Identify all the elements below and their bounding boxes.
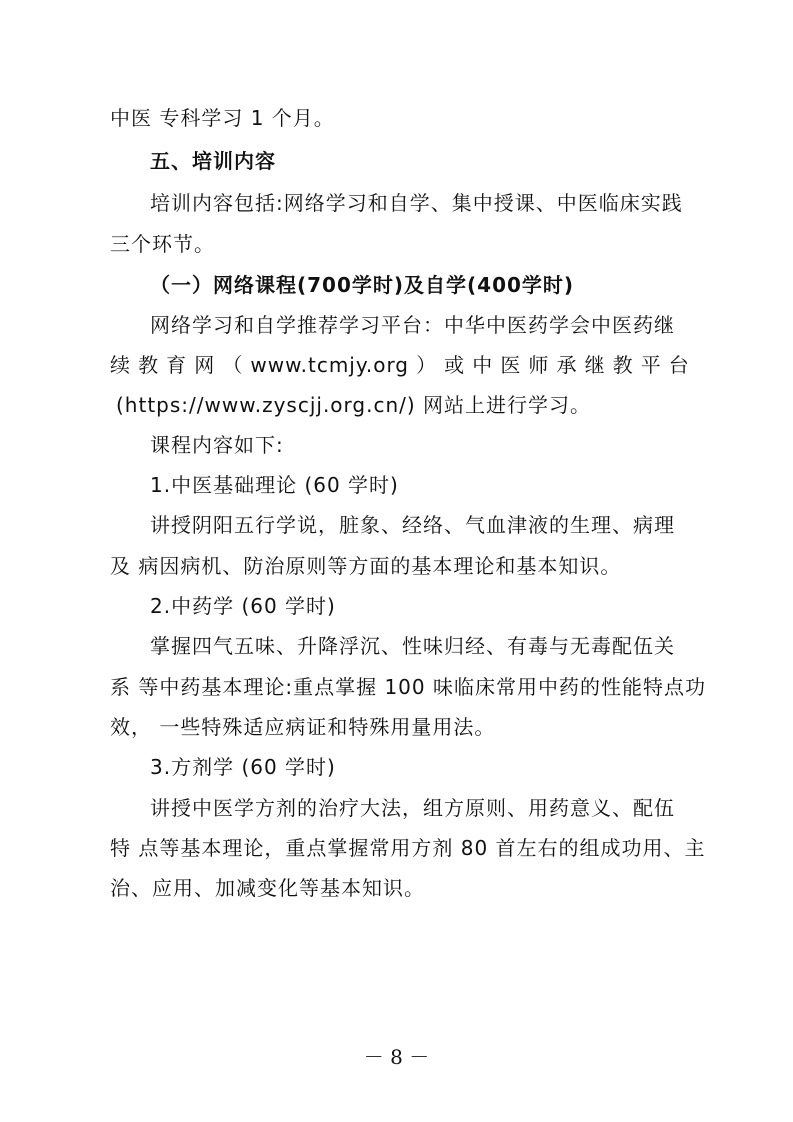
text-token: 或 [444,353,466,377]
text-line: 培训内容包括:网络学习和自学、集中授课、中医临床实践 [150,191,683,215]
text-line: 三个环节。 [110,232,215,256]
section-heading: 五、培训内容 [150,149,276,173]
text-line: 及 病因病机、防治原则等方面的基本理论和基本知识。 [110,554,622,578]
text-token: （ [222,353,244,377]
text-line: 3.方剂学 (60 学时) [150,755,336,779]
text-token: 医 [500,353,522,377]
page-number: － 8 － [363,1045,430,1069]
text-line: 系 等中药基本理论:重点掌握 100 味临床常用中药的性能特点功 [110,675,706,699]
text-token: ） [416,353,438,377]
text-token: 网 [194,353,216,377]
text-line: 课程内容如下: [150,433,284,457]
subsection-heading: （一）网络课程(700学时)及自学(400学时) [150,273,575,297]
text-token: 承 [556,353,578,377]
text-line: 1.中医基础理论 (60 学时) [150,473,399,497]
text-token: 师 [528,353,550,377]
text-token: 继 [584,353,606,377]
text-line: 特 点等基本理论，重点掌握常用方剂 80 首左右的组成功用、主 [110,836,706,860]
text-token: 续 [110,353,131,377]
text-line: 中医 专科学习 1 个月。 [110,106,335,130]
text-line: (https://www.zyscjj.org.cn/) 网站上进行学习。 [116,393,592,417]
text-line: 讲授中医学方剂的治疗大法，组方原则、用药意义、配伍 [150,796,675,820]
text-line: 2.中药学 (60 学时) [150,594,336,618]
text-token: 教 [612,353,634,377]
justified-text-line [110,352,690,378]
text-line: 网络学习和自学推荐学习平台：中华中医药学会中医药继 [150,313,675,337]
text-token: 平 [640,353,662,377]
text-token: 中 [472,353,494,377]
text-token: 台 [668,353,690,377]
text-line: 讲授阴阳五行学说，脏象、经络、气血津液的生理、病理 [150,513,675,537]
text-token: 育 [166,353,188,377]
text-token: 教 [138,353,160,377]
url-text: www.tcmjy.org [250,353,410,377]
text-line: 掌握四气五味、升降浮沉、性味归经、有毒与无毒配伍关 [150,634,675,658]
text-line: 效， 一些特殊适应病证和特殊用量用法。 [110,715,496,739]
text-line: 治、应用、加减变化等基本知识。 [110,876,425,900]
